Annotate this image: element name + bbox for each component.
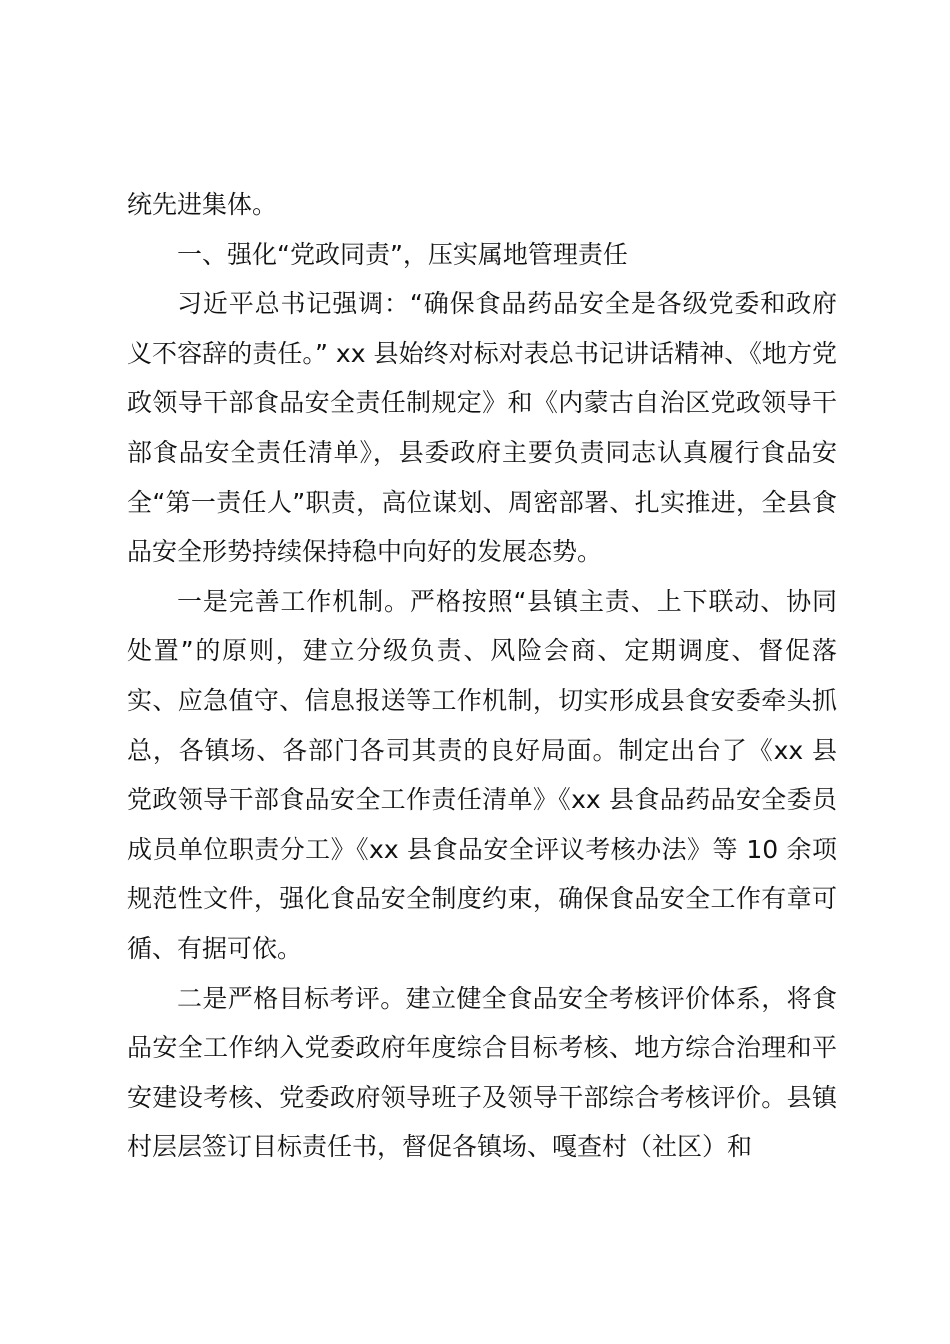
paragraph-continuation: 统先进集体。 (127, 190, 278, 219)
document-body (127, 180, 837, 1172)
section-heading: 一、强化“党政同责”，压实属地管理责任 (177, 239, 628, 269)
paragraph-assessment: 二是严格目标考评。建立健全食品安全考核评价体系，将食品安全工作纳入党委政府年度综合目标考核、地方综合治理和平安建设考核、党委政府领导班子及领导干部综合考核评价。县镇村层层签订目标责任书，督促各镇场、嘎查村（社区）和 (127, 983, 837, 1162)
paragraph-intro: 习近平总书记强调：“确保食品药品安全是各级党委和政府义不容辞的责任。” xx 县始终对标对表总书记讲话精神、《地方党政领导干部食品安全责任制规定》和《内蒙古自治区党政领导干部食品安全责任清单》，县委政府主要负责同志认真履行食品安全“第一责任人”职责，高位谋划、周密部署、扎实推进，全县食品安全形势持续保持稳中向好的发展态势。 (127, 289, 837, 567)
paragraph-mechanism: 一是完善工作机制。严格按照“县镇主责、上下联动、协同处置”的原则，建立分级负责、风险会商、定期调度、督促落实、应急值守、信息报送等工作机制，切实形成县食安委牵头抓总，各镇场、各部门各司其责的良好局面。制定出台了《xx 县党政领导干部食品安全工作责任清单》《xx 县食品药品安全委员成员单位职责分工》《xx 县食品安全评议考核办法》等 10 余项规范性文件，强化食品安全制度约束，确保食品安全工作有章可循、有据可依。 (127, 586, 837, 963)
